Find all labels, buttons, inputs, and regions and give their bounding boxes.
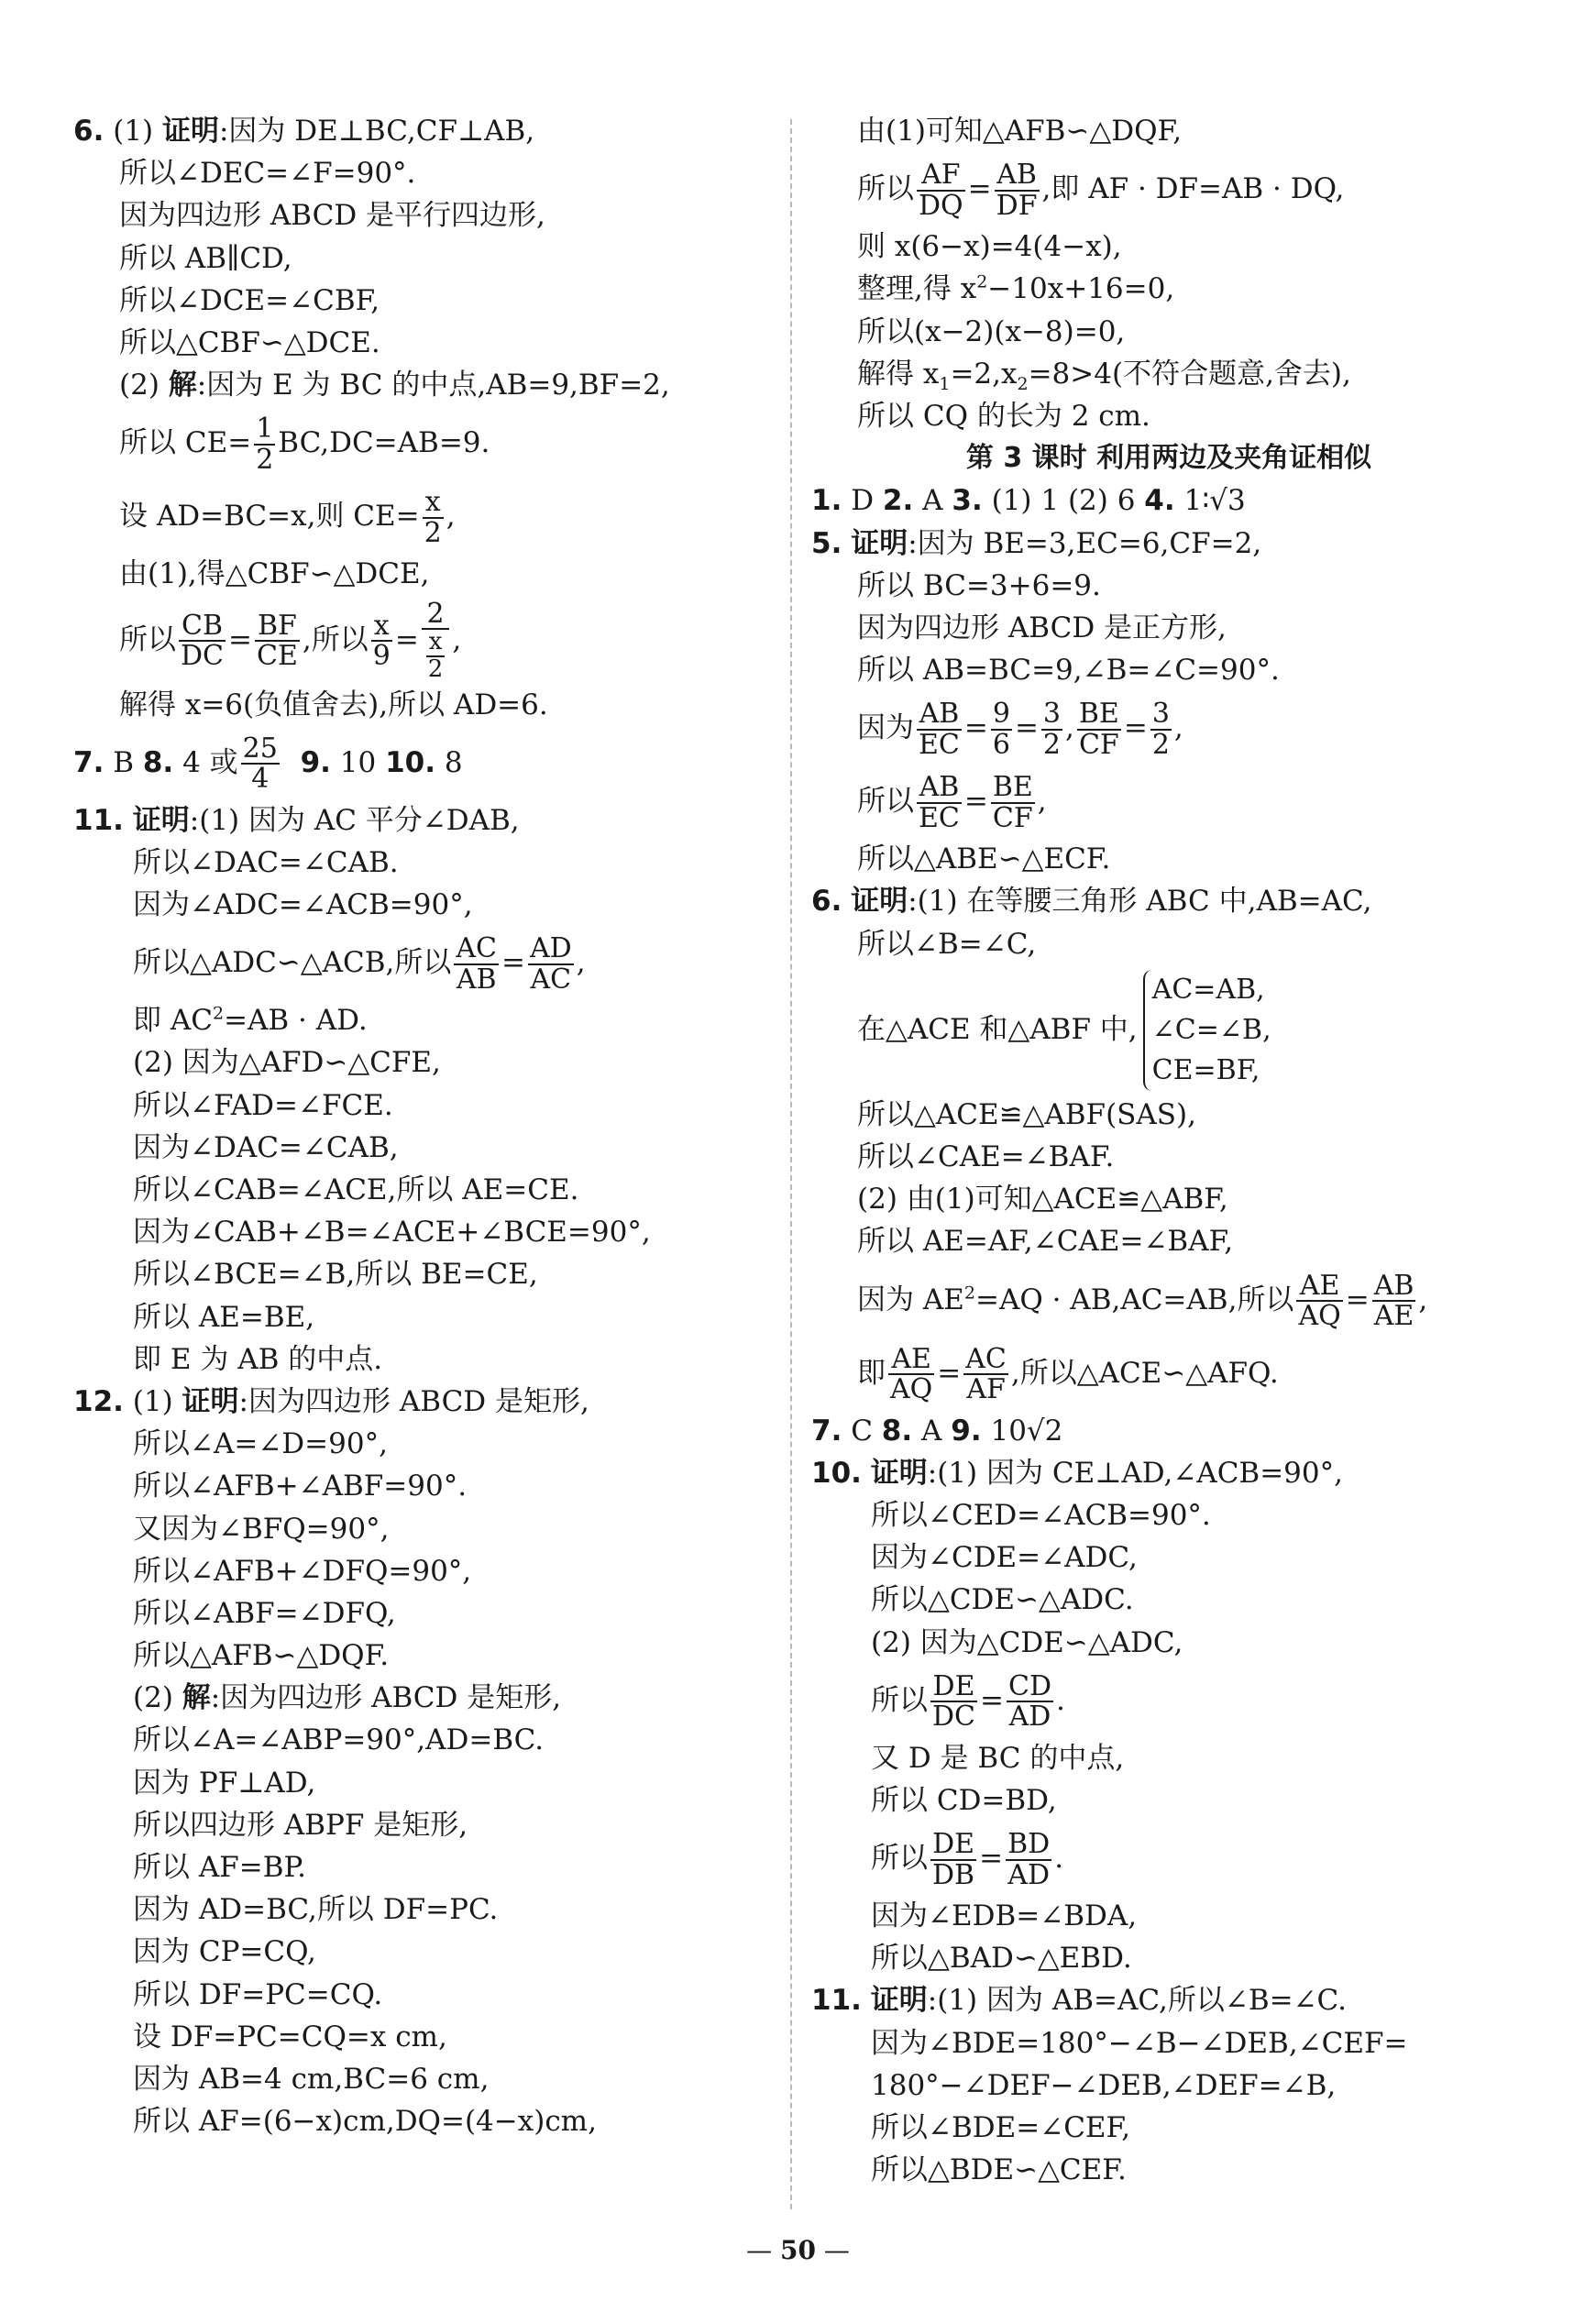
numerator: 3: [1151, 698, 1170, 731]
answer-line: (2) 因为△AFD∽△CFE,: [133, 1046, 441, 1080]
answer-line: 所以∠DAC=∠CAB.: [133, 845, 399, 879]
fraction: [1006, 1830, 1051, 1889]
equals-sign: =: [1123, 711, 1148, 745]
numerator: 25: [242, 732, 278, 765]
denominator: 6: [992, 728, 1010, 761]
q5-line: [811, 523, 1526, 565]
equals-sign: =: [967, 172, 992, 206]
equals-sign: =: [1345, 1283, 1370, 1316]
numerator: CD: [1008, 1669, 1052, 1702]
answer-line: 所以∠FAD=∠FCE.: [133, 1088, 393, 1122]
answer-line: [811, 353, 1526, 395]
equals-sign: =: [963, 785, 988, 819]
answer-line: 所以四边形 ABPF 是矩形,: [133, 1808, 468, 1842]
denominator: 2: [424, 516, 442, 549]
numerator: AD: [529, 932, 572, 965]
answer-line: 所以∠A=∠D=90°,: [133, 1427, 388, 1461]
fraction: [1150, 699, 1172, 759]
text: :(1) 因为 AB=AC,所以∠B=∠C.: [927, 1984, 1348, 2018]
numerator: x: [423, 488, 444, 519]
answer-line: 所以 AE=AF,∠CAE=∠BAF,: [857, 1225, 1234, 1259]
answer-line: (2) 因为△CDE∽△ADC,: [871, 1625, 1183, 1659]
denominator: AQ: [1298, 1300, 1341, 1333]
answer-line: [811, 152, 1526, 226]
numerator: BE: [1078, 698, 1119, 731]
inner-fraction: [426, 630, 446, 682]
fraction: [963, 1342, 1008, 1406]
answer-line: [811, 1263, 1526, 1337]
denominator: CE: [257, 640, 298, 672]
text: ,: [576, 946, 586, 980]
text: =AB · AD.: [224, 1004, 368, 1038]
denominator: DQ: [919, 189, 963, 222]
proof-label: 证明: [161, 115, 219, 148]
text: 所以: [857, 785, 914, 819]
fraction: [254, 414, 275, 474]
numerator: AC: [965, 1342, 1007, 1375]
compound-fraction: [422, 597, 450, 683]
text: 所以△ADC∽△ACB,所以: [133, 946, 452, 980]
q12-part2-line: [73, 1677, 788, 1719]
numerator: AB: [917, 699, 962, 731]
answer-line: 所以△AFB∽△DQF.: [133, 1639, 390, 1673]
question-number: 11.: [811, 1984, 862, 2018]
equals-sign: =: [963, 711, 988, 745]
answer-line: 因为 CP=CQ,: [133, 1935, 316, 1969]
text: =AQ · AB,AC=AB,所以: [974, 1283, 1294, 1316]
short-answers-7-9: [811, 1410, 1526, 1452]
text: ,所以△ACE∽△AFQ.: [1010, 1356, 1279, 1390]
numerator: 3: [1042, 698, 1062, 731]
fraction: [917, 773, 962, 832]
answer-line: [811, 691, 1526, 765]
proof-label: 证明: [132, 803, 190, 837]
text: 解得 x: [857, 357, 940, 391]
numerator: DE: [930, 1830, 976, 1861]
answer-line: [811, 1664, 1526, 1737]
answer-line: [811, 1337, 1526, 1410]
short-answers-1-4: [811, 479, 1526, 522]
text: :因为 DE⊥BC,CF⊥AB,: [218, 115, 535, 148]
q6-line: [811, 880, 1526, 922]
answer-line: 所以(x−2)(x−8)=0,: [857, 314, 1126, 348]
fraction: [454, 934, 499, 994]
superscript: 2: [976, 272, 988, 293]
text: 所以: [871, 1842, 928, 1876]
answer-line: 所以 AB∥CD,: [119, 241, 292, 275]
equals-sign: =: [980, 1683, 1004, 1717]
question-number: 3.: [952, 484, 983, 518]
denominator: AE: [1373, 1300, 1414, 1333]
text: 整理,得 x: [857, 272, 977, 306]
denominator: 2: [1042, 728, 1062, 761]
denominator: 2: [1151, 728, 1170, 761]
text: :(1) 因为 AC 平分∠DAB,: [189, 803, 520, 837]
fraction: [1372, 1269, 1416, 1333]
question-number: 1.: [811, 484, 842, 518]
equals-sign: =: [228, 622, 252, 656]
answer-line: 又因为∠BFQ=90°,: [133, 1512, 390, 1546]
answer-line: 所以∠AFB+∠ABF=90°.: [133, 1470, 468, 1503]
answer-line: 因为 AD=BC,所以 DF=PC.: [133, 1893, 499, 1927]
answer: (1) 1 (2) 6: [982, 484, 1145, 518]
answer-line: 因为 PF⊥AD,: [133, 1766, 316, 1800]
answer-line: 由(1),得△CBF∽△DCE,: [119, 557, 430, 591]
q6-part2-line: [73, 364, 788, 406]
denominator: 9: [372, 640, 391, 672]
part-label: (2): [119, 369, 169, 402]
numerator: AE: [1296, 1272, 1342, 1303]
numerator: 2: [422, 600, 450, 631]
numerator: AE: [888, 1345, 934, 1376]
denominator: AD: [1007, 1858, 1050, 1891]
fraction: [241, 734, 280, 794]
answer: A: [913, 484, 952, 518]
answer-line: 因为四边形 ABCD 是平行四边形,: [119, 199, 545, 233]
denominator: EC: [919, 728, 960, 761]
superscript: 2: [212, 1003, 225, 1024]
fraction: [423, 488, 444, 547]
fraction: [1296, 1269, 1342, 1333]
answer-line: [73, 596, 788, 684]
answer: C: [842, 1414, 882, 1448]
text: ,所以: [302, 622, 369, 656]
text: 所以: [871, 1683, 928, 1717]
text: :因为四边形 ABCD 是矩形,: [210, 1681, 562, 1715]
answer-line: 因为∠BDE=180°−∠B−∠DEB,∠CEF=: [871, 2026, 1408, 2060]
q11-line: [811, 1979, 1526, 2021]
denominator: CF: [992, 801, 1033, 834]
answer-line: 所以 AF=(6−x)cm,DQ=(4−x)cm,: [133, 2105, 597, 2139]
answer-line: 所以∠BDE=∠CEF,: [871, 2111, 1131, 2144]
answer-line: 180°−∠DEF−∠DEB,∠DEF=∠B,: [871, 2068, 1337, 2102]
page-number: — 50 —: [746, 2235, 850, 2265]
answer-line: 由(1)可知△AFB∽△DQF,: [857, 115, 1183, 148]
answer-line: 因为∠ADC=∠ACB=90°,: [133, 888, 473, 922]
answer-line: [811, 268, 1526, 310]
question-number: 2.: [882, 484, 914, 518]
solution-label: 解: [182, 1681, 211, 1715]
text: :因为 BE=3,EC=6,CF=2,: [908, 526, 1262, 560]
question-number: 11.: [73, 803, 124, 837]
answer-line: 所以∠CAB=∠ACE,所以 AE=CE.: [133, 1173, 579, 1206]
numerator: AB: [1373, 1269, 1414, 1302]
answer-line: 所以 AB=BC=9,∠B=∠C=90°.: [857, 654, 1280, 688]
text: ,即 AF · DF=AB · DQ,: [1041, 172, 1345, 206]
text: ,: [1418, 1283, 1428, 1316]
numerator: x: [371, 611, 392, 643]
numerator: x: [426, 630, 446, 656]
question-number: 4.: [1144, 484, 1175, 518]
left-column: [73, 110, 788, 2142]
brace-line: CE=BF,: [1151, 1054, 1260, 1087]
answer-line: 则 x(6−x)=4(4−x),: [857, 230, 1122, 264]
answer-line: 因为∠DAC=∠CAB,: [133, 1130, 399, 1164]
answer-line: 又 D 是 BC 的中点,: [871, 1741, 1125, 1775]
equals-sign: =: [1014, 711, 1039, 745]
fraction: [255, 611, 300, 671]
answer-line: [73, 406, 788, 479]
answer-line: 所以∠B=∠C,: [857, 927, 1037, 961]
column-divider: [790, 119, 792, 2209]
text: 所以: [857, 172, 914, 206]
denominator: DF: [996, 189, 1038, 222]
superscript: 2: [963, 1283, 975, 1304]
proof-label: 证明: [851, 526, 908, 560]
answer-line: 所以 AF=BP.: [133, 1851, 306, 1884]
q10-line: [811, 1452, 1526, 1494]
answer-line: 所以∠A=∠ABP=90°,AD=BC.: [133, 1723, 545, 1757]
text: ,: [446, 500, 456, 534]
question-number: 6.: [73, 115, 105, 148]
answer-line: 所以 CD=BD,: [871, 1783, 1057, 1817]
denominator: [422, 630, 450, 682]
fraction: [991, 699, 1012, 759]
question-number: 10.: [811, 1456, 862, 1490]
system-brace: [1143, 970, 1271, 1091]
numerator: AB: [917, 773, 962, 804]
text: 即 AC: [133, 1004, 213, 1038]
numerator: CB: [179, 611, 226, 643]
answer-line: 所以△BAD∽△EBD.: [871, 1942, 1132, 1976]
answer: D: [842, 484, 883, 518]
denominator: AC: [530, 963, 572, 996]
answer-line: [73, 926, 788, 999]
denominator: AQ: [890, 1373, 933, 1406]
subscript: 1: [939, 373, 951, 394]
question-number: 10.: [385, 745, 435, 779]
text: ,: [1065, 711, 1074, 745]
fraction: [888, 1342, 934, 1406]
denominator: CF: [1078, 728, 1119, 761]
question-number: 5.: [811, 526, 842, 560]
text: :因为 E 为 BC 的中点,AB=9,BF=2,: [196, 369, 670, 402]
text: −10x+16=0,: [987, 272, 1175, 306]
text: 在△ACE 和△ABF 中,: [857, 1012, 1138, 1046]
part-label: (1): [113, 115, 162, 148]
text: 即: [857, 1356, 886, 1390]
answer: 1∶√3: [1174, 484, 1246, 518]
brace-line: AC=AB,: [1151, 974, 1265, 1007]
answer-line: 所以∠BCE=∠B,所以 BE=CE,: [133, 1258, 538, 1292]
answer-line: 所以∠DEC=∠F=90°.: [119, 157, 416, 191]
question-number: 8.: [881, 1414, 913, 1448]
answer-line: 所以∠ABF=∠DFQ,: [133, 1596, 396, 1630]
answer-line: 所以 AE=BE,: [133, 1300, 315, 1334]
text: :(1) 因为 CE⊥AD,∠ACB=90°,: [927, 1456, 1343, 1490]
numerator: DE: [930, 1672, 977, 1703]
question-number: 9.: [300, 745, 331, 779]
answer-line: 所以 BC=3+6=9.: [857, 568, 1101, 602]
fraction: [1041, 699, 1062, 759]
answer-line: 所以 CQ 的长为 2 cm.: [857, 399, 1150, 433]
short-answers-7-10: [73, 726, 788, 799]
answer-line: 即 E 为 AB 的中点.: [133, 1342, 383, 1376]
question-number: 9.: [951, 1414, 982, 1448]
solution-label: 解: [168, 369, 197, 402]
answer-line: 所以△CDE∽△ADC.: [871, 1583, 1134, 1617]
denominator: AF: [966, 1373, 1006, 1406]
fraction: [930, 1669, 977, 1734]
part-label: (2): [133, 1681, 182, 1715]
answer-line: 所以∠CAE=∠BAF.: [857, 1140, 1115, 1173]
text: .: [1056, 1683, 1065, 1717]
text: =8>4(不符合题意,舍去),: [1028, 357, 1351, 391]
denominator: AD: [1008, 1701, 1051, 1734]
denominator: EC: [919, 801, 960, 834]
equals-sign: =: [501, 946, 525, 980]
answer-line: 所以△CBF∽△DCE.: [119, 325, 380, 359]
equals-sign: =: [937, 1356, 962, 1390]
answer: 10√2: [981, 1414, 1063, 1448]
answer-line: 设 DF=PC=CQ=x cm,: [133, 2020, 447, 2053]
fraction: [991, 773, 1035, 832]
text: .: [1054, 1842, 1064, 1876]
answer: 8: [435, 745, 463, 779]
answer-line: [811, 1822, 1526, 1895]
denominator: 4: [251, 763, 270, 796]
numerator: AB: [995, 160, 1040, 192]
answer-line: 解得 x=6(负值舍去),所以 AD=6.: [119, 688, 548, 721]
text: :(1) 在等腰三角形 ABC 中,AB=AC,: [908, 885, 1372, 919]
denominator: DC: [932, 1701, 976, 1734]
fraction: [917, 699, 962, 759]
proof-label: 证明: [851, 885, 908, 919]
fraction: [528, 934, 574, 994]
answer: A: [912, 1414, 952, 1448]
text: BC,DC=AB=9.: [278, 426, 490, 460]
numerator: AC: [456, 932, 497, 965]
text: 设 AD=BC=x,则 CE=: [119, 500, 420, 534]
answer-line: 所以△ABE∽△ECF.: [857, 842, 1111, 876]
fraction: [995, 160, 1040, 220]
question-number: 8.: [142, 745, 174, 779]
fraction: [917, 160, 965, 220]
text: ,: [452, 622, 462, 656]
fraction: [1007, 1669, 1053, 1734]
page-number-value: 50: [780, 2235, 816, 2265]
answer-line: [73, 479, 788, 553]
numerator: BF: [255, 611, 300, 643]
proof-label: 证明: [870, 1984, 928, 2018]
question-number: 7.: [73, 745, 105, 779]
answer-line-brace: [811, 965, 1526, 1094]
answer: 4 或: [173, 745, 238, 779]
numerator: BD: [1007, 1828, 1051, 1861]
text: ,: [1037, 785, 1047, 819]
section-title: 第 3 课时 利用两边及夹角证相似: [965, 442, 1372, 475]
answer-line: [73, 999, 788, 1041]
equals-sign: =: [394, 622, 419, 656]
q11-line: [73, 799, 788, 842]
fraction: [179, 611, 226, 671]
answer-line: 因为 AB=4 cm,BC=6 cm,: [133, 2062, 490, 2096]
answer-line: 所以△ACE≌△ABF(SAS),: [857, 1097, 1196, 1131]
fraction: [371, 611, 392, 671]
answer-line: 因为∠EDB=∠BDA,: [871, 1899, 1138, 1933]
answer-line: 所以 DF=PC=CQ.: [133, 1977, 383, 2011]
answer-line: 所以∠AFB+∠DFQ=90°,: [133, 1554, 472, 1588]
question-number: 6.: [811, 885, 842, 919]
answer-line: 所以△BDE∽△CEF.: [871, 2153, 1127, 2187]
equals-sign: =: [979, 1842, 1004, 1876]
answer: 10: [330, 745, 386, 779]
q12-line: [73, 1381, 788, 1423]
answer-line: 因为∠CAB+∠B=∠ACE+∠BCE=90°,: [133, 1216, 651, 1250]
proof-label: 证明: [870, 1456, 928, 1490]
denominator: DB: [932, 1858, 975, 1891]
denominator: DC: [181, 640, 225, 672]
text: =2,x: [950, 357, 1018, 391]
text: 所以: [119, 622, 176, 656]
answer-line: 因为∠CDE=∠ADC,: [871, 1541, 1138, 1575]
proof-label: 证明: [182, 1384, 239, 1418]
text: 因为: [857, 711, 914, 745]
numerator: BE: [992, 771, 1033, 804]
numerator: 1: [256, 413, 274, 446]
text: ,: [1173, 711, 1183, 745]
question-number: 7.: [811, 1414, 842, 1448]
text: 所以 CE=: [119, 426, 252, 460]
question-number: 12.: [73, 1384, 124, 1418]
right-column: [811, 110, 1526, 2191]
text: :因为四边形 ABCD 是矩形,: [238, 1384, 589, 1418]
text: 因为 AE: [857, 1283, 964, 1316]
part-label: (1): [132, 1384, 182, 1418]
answer-line: (2) 由(1)可知△ACE≌△ABF,: [857, 1183, 1228, 1217]
fraction: [1077, 699, 1121, 759]
denominator: AB: [456, 963, 497, 996]
numerator: 9: [992, 698, 1010, 731]
denominator: 2: [427, 655, 444, 683]
subscript: 2: [1017, 373, 1029, 394]
answer-line: 所以∠DCE=∠CBF,: [119, 283, 380, 317]
answer-line: 所以∠CED=∠ACB=90°.: [871, 1498, 1211, 1532]
brace-line: ∠C=∠B,: [1151, 1014, 1271, 1047]
answer: B: [104, 745, 143, 779]
q6-part1-line: [73, 110, 788, 152]
answer-line: [811, 765, 1526, 838]
numerator: AF: [917, 160, 965, 192]
answer-line: 因为四边形 ABCD 是正方形,: [857, 611, 1227, 644]
denominator: 2: [256, 443, 274, 476]
fraction: [930, 1830, 976, 1889]
